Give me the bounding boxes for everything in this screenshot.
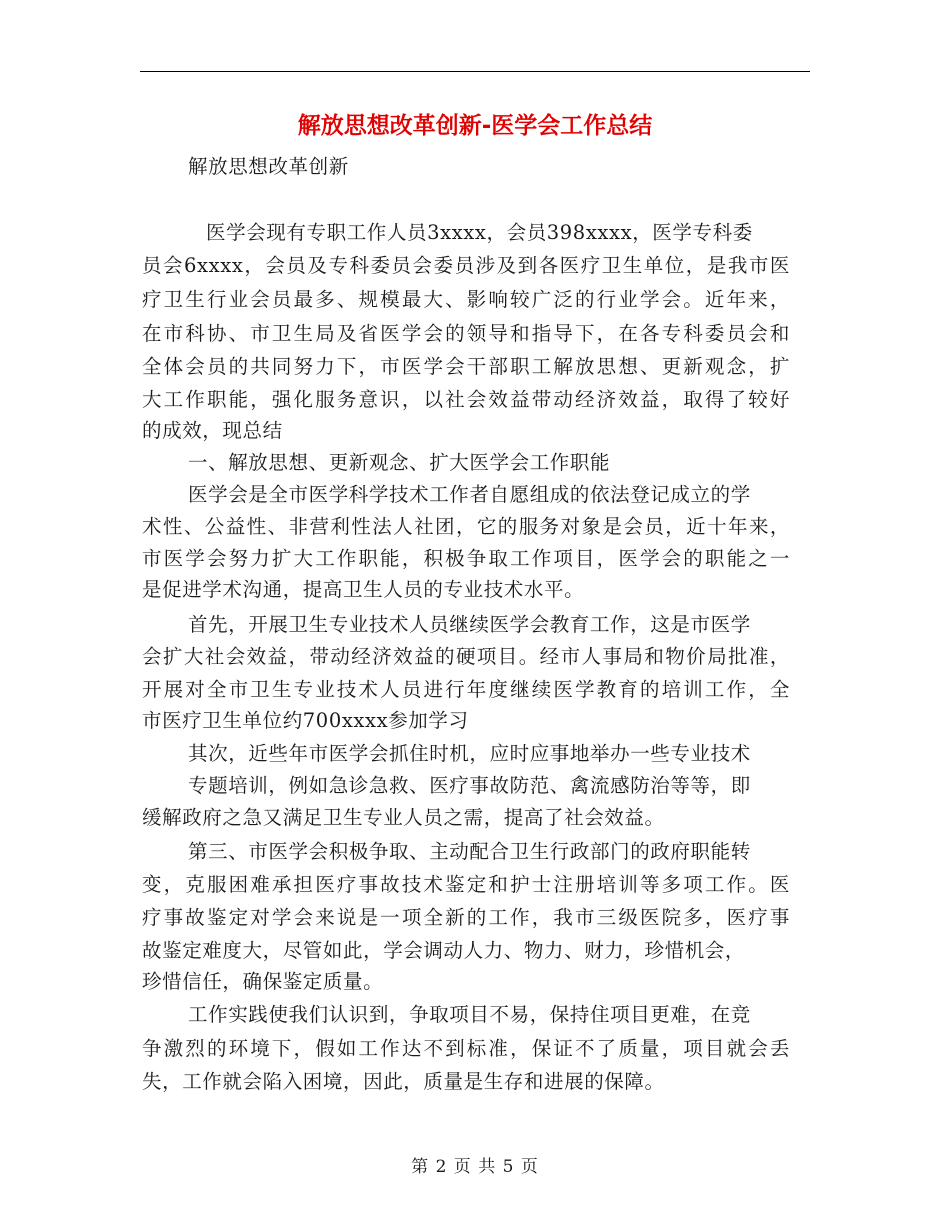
paragraph-line: 医学会现有专职工作人员3xxxx，会员398xxxx，医学专科委 [206,221,753,244]
section-heading: 一、解放思想、更新观念、扩大医学会工作职能 [188,451,611,474]
header-rule [140,71,810,72]
paragraph-line: 员会6xxxx，会员及专科委员会委员涉及到各医疗卫生单位，是我市医 [142,254,790,277]
paragraph-line: 疗卫生行业会员最多、规模最大、影响较广泛的行业学会。近年来， [142,288,790,311]
paragraph-line: 开展对全市卫生专业技术人员进行年度继续医学教育的培训工作，全 [142,678,790,701]
paragraph-line: 的成效，现总结 [142,419,283,442]
paragraph-line: 是促进学术沟通，提高卫生人员的专业技术水平。 [142,578,585,601]
paragraph-line: 全体会员的共同努力下，市医学会干部职工解放思想、更新观念，扩 [142,355,790,378]
paragraph-line: 术性、公益性、非营利性法人社团，它的服务对象是会员，近十年来， [142,515,790,538]
paragraph-line: 市医学会努力扩大工作职能，积极争取工作项目，医学会的职能之一 [142,547,790,570]
paragraph-line: 故鉴定难度大，尽管如此，学会调动人力、物力、财力，珍惜机会， [142,939,746,962]
paragraph-line: 专题培训，例如急诊急救、医疗事故防范、禽流感防治等等，即 [188,774,751,797]
paragraph-line: 变，克服困难承担医疗事故技术鉴定和护士注册培训等多项工作。医 [142,873,790,896]
page-number-footer: 第 2 页 共 5 页 [411,1157,539,1177]
paragraph-line: 在市科协、市卫生局及省医学会的领导和指导下，在各专科委员会和 [142,322,790,345]
paragraph-line: 缓解政府之急又满足卫生专业人员之需，提高了社会效益。 [142,806,665,829]
document-title: 解放思想改革创新-医学会工作总结 [297,113,653,139]
paragraph-line: 首先，开展卫生专业技术人员继续医学会教育工作，这是市医学 [188,613,751,636]
paragraph-line: 医学会是全市医学科学技术工作者自愿组成的依法登记成立的学 [188,483,751,506]
paragraph-line: 失，工作就会陷入困境，因此，质量是生存和进展的保障。 [142,1070,665,1093]
paragraph-line: 疗事故鉴定对学会来说是一项全新的工作，我市三级医院多，医疗事 [142,906,790,929]
paragraph-line: 工作实践使我们认识到，争取项目不易，保持住项目更难，在竞 [188,1003,751,1026]
paragraph-line: 珍惜信任，确保鉴定质量。 [142,970,384,993]
paragraph-line: 其次，近些年市医学会抓住时机，应时应事地举办一些专业技术 [188,742,751,765]
paragraph-line: 会扩大社会效益，带动经济效益的硬项目。经市人事局和物价局批准， [142,645,790,668]
paragraph-line: 大工作职能，强化服务意识，以社会效益带动经济效益，取得了较好 [142,388,790,411]
paragraph-line: 市医疗卫生单位约700xxxx参加学习 [142,709,469,732]
paragraph-line: 争激烈的环境下，假如工作达不到标准，保证不了质量，项目就会丢 [142,1037,790,1060]
paragraph-line: 第三、市医学会积极争取、主动配合卫生行政部门的政府职能转 [188,840,751,863]
document-subtitle: 解放思想改革创新 [188,155,349,178]
